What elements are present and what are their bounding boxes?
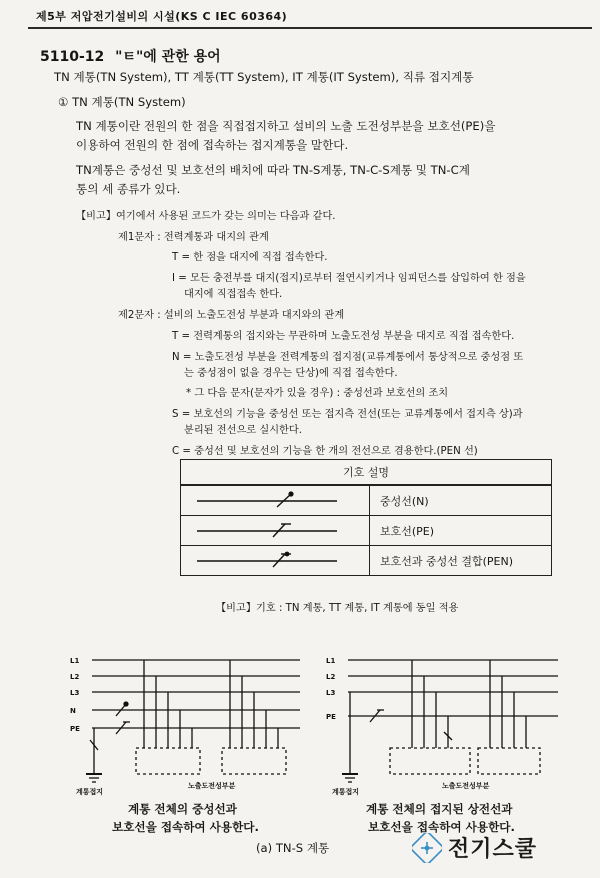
pen-line-symbol xyxy=(187,549,347,569)
section-title: "ㅌ"에 관한 용어 xyxy=(115,49,221,65)
symbol-cell xyxy=(181,546,370,576)
symbol-cell xyxy=(181,485,370,516)
tn-s-diagram-right xyxy=(326,648,566,798)
note-second-t: T = 전력계통의 접지와는 무관하며 노출도전성 부분을 대지로 직접 접속한다. xyxy=(172,331,515,342)
symbol-label: 중성선(N) xyxy=(370,485,552,516)
line-label-l1: L1 xyxy=(70,657,80,665)
note-s-line2: 분리된 전선으로 실시한다. xyxy=(184,425,302,436)
section-lead: TN 계통(TN System), TT 계통(TT System), IT 계통(IT System), 직류 접지계통 xyxy=(54,70,474,84)
table-row xyxy=(181,516,552,546)
load-label: 노출도전성부분 xyxy=(188,782,236,790)
line-label-l1: L1 xyxy=(326,657,336,665)
tn-para1-line2: 이용하여 전원의 한 점에 접속하는 접지계통을 말한다. xyxy=(76,138,349,152)
symbol-table xyxy=(180,459,552,576)
note-intro: 【비고】여기에서 사용된 코드가 갖는 의미는 다음과 같다. xyxy=(76,211,336,222)
note-second-n-line1: N = 노출도전성 부분을 전력계통의 접지점(교류계통에서 통상적으로 중성점 또 xyxy=(172,352,524,363)
circuit-logo-icon xyxy=(412,833,442,863)
tn-para1-line1: TN 계통이란 전원의 한 점을 직접접지하고 설비의 노출 도전성부분을 보호선(PE)을 xyxy=(76,119,496,133)
tn-s-diagram-left xyxy=(70,648,310,798)
left-caption-line1: 계통 전체의 중성선과 xyxy=(128,802,237,816)
line-label-pe: PE xyxy=(70,725,80,733)
earth-label: 계통접지 xyxy=(332,788,360,796)
line-label-l2: L2 xyxy=(326,673,336,681)
load-label: 노출도전성부분 xyxy=(442,782,490,790)
note-first-t: T = 한 점을 대지에 직접 접속한다. xyxy=(172,252,328,263)
symbol-label: 보호선과 중성선 결합(PEN) xyxy=(370,546,552,576)
earth-label: 계통접지 xyxy=(76,788,104,796)
symbol-cell xyxy=(181,516,370,546)
note-s-line1: S = 보호선의 기능을 중성선 또는 접지측 전선(또는 교류계통에서 접지측 상)과 xyxy=(172,409,523,420)
symbol-label: 보호선(PE) xyxy=(370,516,552,546)
note-second-n-line2: 는 중성점이 없을 경우는 단상)에 직접 접속한다. xyxy=(184,368,398,379)
note-c: C = 중성선 및 보호선의 기능을 한 개의 전선으로 겸용한다.(PEN 선) xyxy=(172,446,478,457)
tn-para2-line1: TN계통은 중성선 및 보호선의 배치에 따라 TN-S계통, TN-C-S계통 및 TN-C계 xyxy=(76,163,470,177)
note-first-letter: 제1문자 : 전력계통과 대지의 관계 xyxy=(118,232,269,243)
note-second-letter: 제2문자 : 설비의 노출도전성 부분과 대지와의 관계 xyxy=(118,310,345,321)
right-caption-line1: 계통 전체의 접지된 상전선과 xyxy=(366,802,513,816)
line-label-n: N xyxy=(70,707,76,715)
note-next-letter: * 그 다음 문자(문자가 있을 경우) : 중성선과 보호선의 조치 xyxy=(186,388,449,399)
symbol-table-header: 기호 설명 xyxy=(181,460,552,486)
watermark-logo xyxy=(412,832,537,863)
table-row xyxy=(181,546,552,576)
note-first-i-line2: 대지에 직접접속 한다. xyxy=(184,289,283,300)
line-label-pe: PE xyxy=(326,713,336,721)
neutral-line-symbol xyxy=(187,489,347,509)
symbol-footnote: 【비고】기호 : TN 계통, TT 계통, IT 계통에 동일 적용 xyxy=(216,603,459,614)
line-label-l2: L2 xyxy=(70,673,80,681)
figure-caption: (a) TN-S 계통 xyxy=(256,841,330,855)
note-first-i-line1: I = 모든 충전부를 대지(접지)로부터 절연시키거나 임피던스를 삽입하여 한 점을 xyxy=(172,273,526,284)
watermark-text: 전기스쿨 xyxy=(448,837,538,862)
tn-heading: ① TN 계통(TN System) xyxy=(58,95,186,109)
symbol-table-header-row xyxy=(181,460,552,486)
line-label-l3: L3 xyxy=(70,689,80,697)
left-caption-line2: 보호선을 접속하여 사용한다. xyxy=(112,820,259,834)
right-caption-line2: 보호선을 접속하여 사용한다. xyxy=(368,820,515,834)
page-header: 제5부 저압전기설비의 시설(KS C IEC 60364) xyxy=(36,10,288,23)
section-number: 5110-12 xyxy=(40,49,105,65)
tn-para2-line2: 통의 세 종류가 있다. xyxy=(76,182,181,196)
line-label-l3: L3 xyxy=(326,689,336,697)
table-row xyxy=(181,485,552,516)
protective-line-symbol xyxy=(187,519,347,539)
section-heading xyxy=(40,46,221,66)
header-rule xyxy=(28,27,592,29)
